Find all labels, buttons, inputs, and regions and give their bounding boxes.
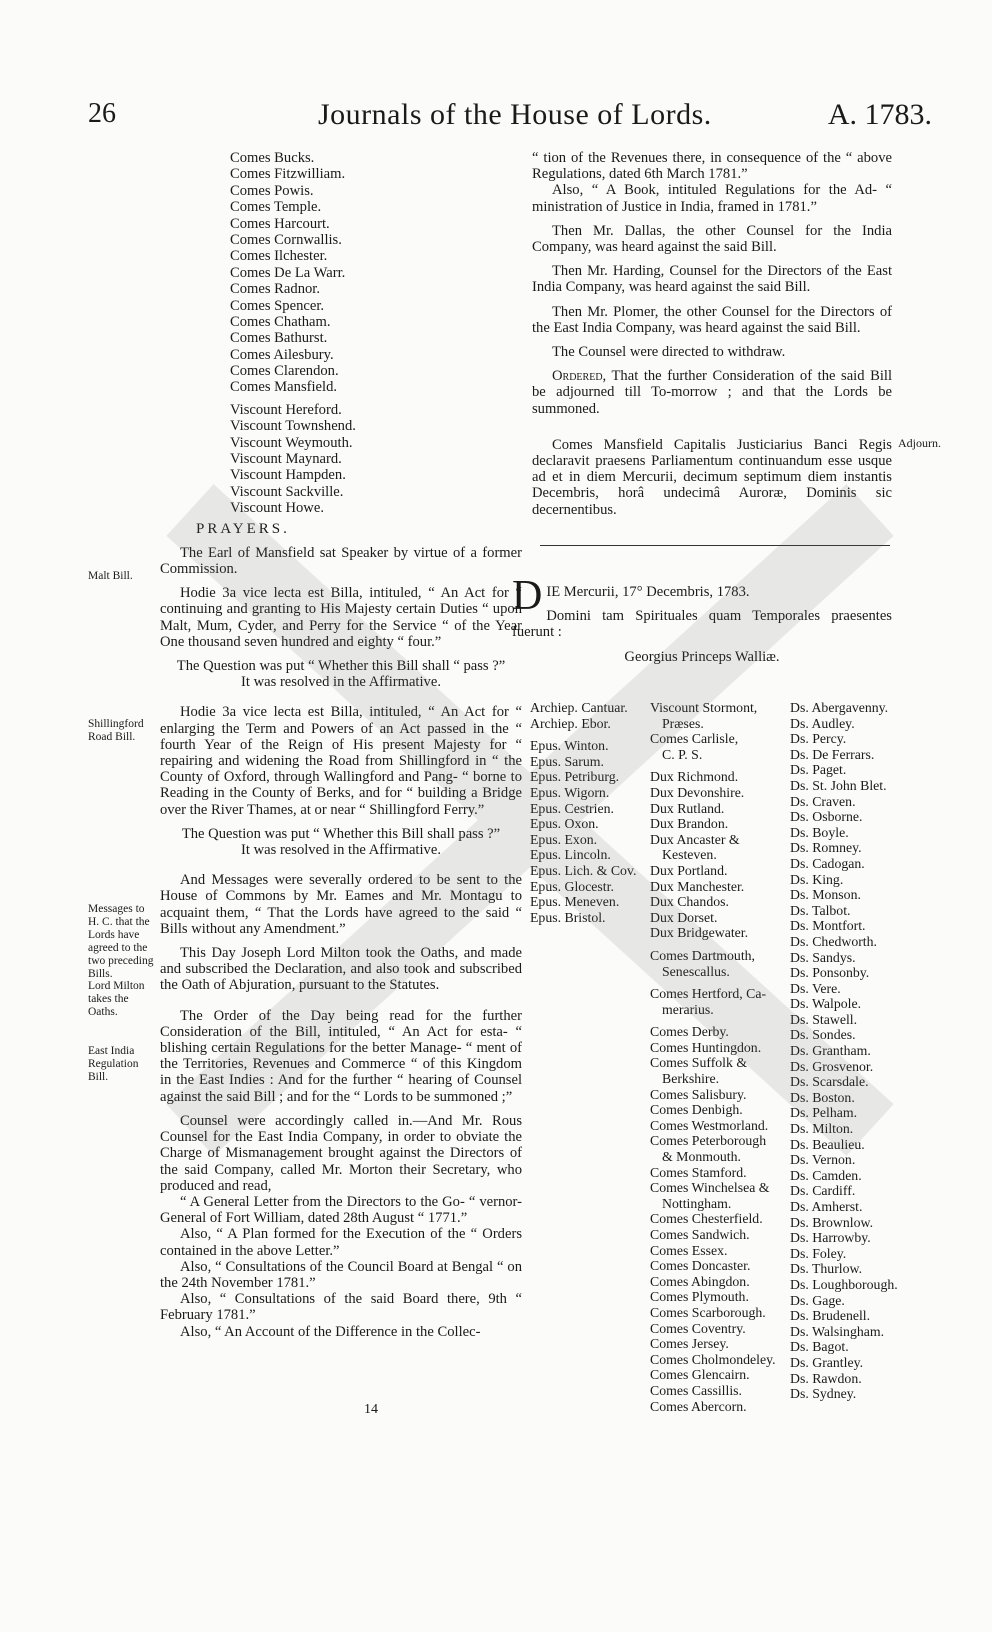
lord-name: Ds. St. John Blet.	[790, 777, 887, 793]
lord-name: Ds. Vere.	[790, 980, 841, 996]
lord-name: Ds. Talbot.	[790, 902, 851, 918]
lord-name: Epus. Bristol.	[530, 909, 606, 925]
lord-name: Senescallus.	[662, 963, 730, 979]
lord-name: Dux Ancaster &	[650, 831, 740, 847]
journal-title: Journals of the House of Lords.	[318, 98, 712, 131]
lord-name: Dux Dorset.	[650, 909, 718, 925]
lord-name: Comes Huntingdon.	[650, 1039, 762, 1055]
lord-name	[530, 731, 648, 738]
lord-name: Epus. Lincoln.	[530, 847, 611, 863]
lord-name: Comes Stamford.	[650, 1164, 747, 1180]
attendance-name: Comes Clarendon.	[230, 363, 339, 380]
lords-column-barons	[790, 700, 940, 1402]
lord-name: Comes Salisbury.	[650, 1086, 747, 1102]
lord-name: Ds. Pelham.	[790, 1105, 858, 1121]
journal-year: A. 1783.	[827, 98, 932, 131]
lord-name: Ds. Boston.	[790, 1089, 855, 1105]
lord-name: Ds. Osborne.	[790, 809, 863, 825]
consultations-2: Also, “ Consultations of the said Board there, 9th “ February 1781.”	[160, 1291, 522, 1324]
present-line: Domini tam Spirituales quam Temporales praesentes fuerunt :	[512, 608, 892, 641]
lord-name	[650, 941, 788, 948]
lord-name: Ds. Brudenell.	[790, 1308, 871, 1324]
malt-bill-para: Hodie 3a vice lecta est Billa, intituled, “ An Act for “ continuing and granting to His Majesty certain Duties “ upon Malt, Mum, Cyder, and Perry for the Service “ of the Year One thousand seven hundred and eighty “ four.”	[160, 585, 522, 650]
plan-para: Also, “ A Plan formed for the Execution of the “ Orders contained in the above Letter.”	[160, 1226, 522, 1259]
lord-name: Ds. Sydney.	[790, 1386, 857, 1402]
margin-note-messages: Messages to H. C. that the Lords have agreed to the two preceding Bills.	[88, 903, 154, 980]
lord-name: Berkshire.	[662, 1071, 720, 1087]
lord-name: Comes Glencairn.	[650, 1367, 750, 1383]
lord-name: Ds. Montfort.	[790, 918, 866, 934]
lord-name: Ds. Walpole.	[790, 996, 862, 1012]
lord-name: Comes Cassillis.	[650, 1382, 742, 1398]
lord-name: Comes Peterborough	[650, 1133, 767, 1149]
lord-name: Comes Suffolk &	[650, 1055, 748, 1071]
lord-name: Dux Chandos.	[650, 894, 729, 910]
lord-name: Epus. Glocestr.	[530, 878, 614, 894]
lord-name	[650, 979, 788, 986]
attendance-name: Comes Ailesbury.	[230, 346, 334, 363]
lord-name: Ds. De Ferrars.	[790, 746, 875, 762]
running-header	[88, 98, 962, 138]
lord-name: Ds. King.	[790, 871, 844, 887]
book-para: Also, “ A Book, intituled Regulations for the Ad- “ ministration of Justice in India, framed in 1781.”	[532, 182, 892, 215]
lord-name: Epus. Winton.	[530, 738, 609, 754]
lord-name: Comes Doncaster.	[650, 1258, 751, 1274]
attendance-name: Viscount Weymouth.	[230, 434, 353, 451]
lord-name	[650, 1017, 788, 1024]
margin-note-shillingford: Shillingford Road Bill.	[88, 718, 144, 743]
ordered-text: That the further Consideration of the said Bill be adjourned till To-morrow ; and that the Lords be summoned.	[532, 368, 892, 417]
lord-name: Comes Carlisle,	[650, 731, 739, 747]
attendance-name: Comes Temple.	[230, 199, 322, 216]
counsel-para: Counsel were accordingly called in.—And Mr. Rous Counsel for the East India Company, in order to obviate the Charge of Mismanagement brought against the Directors of the said Company, called Mr. Morton their Secretary, who produced and read,	[160, 1112, 522, 1194]
lord-name: Ds. Grantham.	[790, 1043, 871, 1059]
lord-name: Dux Richmond.	[650, 769, 739, 785]
lord-name: Ds. Grantley.	[790, 1354, 864, 1370]
shillingford-bill-para: Hodie 3a vice lecta est Billa, intituled, “ An Act for “ enlarging the Term and Powers of an Act passed in the “ fourth Year of the Reign of His present Majesty for “ repairing and widening the Road from Shillingford in “ the County of Oxford, through Wallingford and Pang- “ borne to Reading in the County of Berks, and for “ building a Bridge over the River Thames, at or near “ Shillingford Ferry.”	[160, 704, 522, 818]
lord-name: Ds. Loughborough.	[790, 1276, 898, 1292]
lord-name: Ds. Monson.	[790, 887, 861, 903]
lord-name: Kesteven.	[662, 847, 717, 863]
margin-note-milton: Lord Milton takes the Oaths.	[88, 980, 145, 1018]
lord-name: Epus. Exon.	[530, 831, 598, 847]
lord-name: Comes Coventry.	[650, 1320, 746, 1336]
lord-name: Ds. Craven.	[790, 793, 856, 809]
lord-name: Ds. Brownlow.	[790, 1214, 874, 1230]
attendance-name: Viscount Maynard.	[230, 451, 342, 468]
lord-name: Epus. Wigorn.	[530, 784, 610, 800]
right-column	[532, 150, 892, 526]
left-column	[160, 150, 522, 1340]
lord-name: Ds. Milton.	[790, 1121, 854, 1137]
lord-name: Comes Derby.	[650, 1024, 729, 1040]
lord-name: Epus. Meneven.	[530, 894, 620, 910]
shillingford-resolution: It was resolved in the Affirmative.	[241, 842, 441, 859]
margin-note-malt: Malt Bill.	[88, 570, 133, 582]
page-number: 26	[88, 98, 116, 129]
adjournment-para: Comes Mansfield Capitalis Justiciarius Banci Regis declaravit praesens Parliamentum continuandum esse usque ad et in diem Mercurii, decimum septimum diem instantis Decembris, horâ undecimâ Auroræ, Dominis sic decernentibus.	[532, 436, 892, 518]
attendance-name: Comes Fitzwilliam.	[230, 166, 346, 183]
lord-name: Comes Hertford, Ca-	[650, 986, 767, 1002]
lords-column-spiritual	[530, 700, 648, 925]
plomer-para: Then Mr. Plomer, the other Counsel for the Directors of the East India Company, was heard against the said Bill.	[532, 303, 892, 336]
margin-note-east-india: East India Regulation Bill.	[88, 1045, 139, 1083]
attendance-name: Viscount Hereford.	[230, 401, 342, 418]
section-rule	[540, 545, 890, 546]
ordered-lead: Ordered,	[552, 368, 607, 385]
attendance-name: Comes Ilchester.	[230, 248, 328, 265]
speaker-para: The Earl of Mansfield sat Speaker by virtue of a former Commission.	[160, 544, 522, 577]
lords-column-temporal	[650, 700, 788, 1414]
lord-name: Ds. Thurlow.	[790, 1261, 863, 1277]
consultations-1: Also, “ Consultations of the Council Board at Bengal “ on the 24th November 1781.”	[160, 1258, 522, 1291]
lord-name: Ds. Scarsdale.	[790, 1074, 869, 1090]
lord-name: & Monmouth.	[662, 1149, 741, 1165]
lord-name: Ds. Romney.	[790, 840, 862, 856]
lord-name: Dux Manchester.	[650, 878, 745, 894]
lord-name: Comes Plymouth.	[650, 1289, 749, 1305]
lord-name: Ds. Audley.	[790, 715, 855, 731]
messages-para: And Messages were severally ordered to be sent to the House of Commons by Mr. Eames and Mr. Montagu to acquaint them, “ That the Lords have agreed to the said “ Bills without any Amendment.”	[160, 872, 522, 937]
lord-name: Præses.	[662, 715, 704, 731]
sitting-heading	[512, 573, 892, 665]
lord-name: Nottingham.	[662, 1195, 732, 1211]
lord-name: Dux Brandon.	[650, 816, 729, 832]
lord-name: Ds. Walsingham.	[790, 1323, 885, 1339]
attendance-name: Viscount Townshend.	[230, 418, 356, 435]
lord-name: Ds. Gage.	[790, 1292, 845, 1308]
lord-name: Dux Portland.	[650, 862, 728, 878]
lord-name: Comes Cholmondeley.	[650, 1351, 776, 1367]
malt-resolution: It was resolved in the Affirmative.	[241, 674, 441, 691]
lord-name: Ds. Grosvenor.	[790, 1058, 874, 1074]
lord-name: Ds. Camden.	[790, 1167, 862, 1183]
lord-name: Ds. Bagot.	[790, 1339, 849, 1355]
lord-name: Epus. Oxon.	[530, 816, 599, 832]
signature-mark: 14	[364, 1402, 378, 1417]
lord-name: Ds. Vernon.	[790, 1152, 856, 1168]
lord-name: Comes Sandwich.	[650, 1227, 750, 1242]
malt-question: The Question was put “ Whether this Bill shall “ pass ?”	[176, 658, 506, 675]
lord-name: Epus. Petriburg.	[530, 769, 620, 785]
attendance-list-top	[160, 150, 522, 517]
lord-name: Comes Essex.	[650, 1242, 728, 1258]
prince-line: Georgius Princeps Walliæ.	[624, 648, 780, 665]
lord-name: Archiep. Ebor.	[530, 715, 611, 731]
lord-name: Ds. Rawdon.	[790, 1370, 862, 1386]
letter-para: “ A General Letter from the Directors to the Go- “ vernor-General of Fort William, dated 28th August “ 1771.”	[160, 1193, 522, 1227]
lord-name: Ds. Sandys.	[790, 949, 856, 965]
harding-para: Then Mr. Harding, Counsel for the Directors of the East India Company, was heard against the said Bill.	[532, 263, 892, 296]
east-india-order-para: The Order of the Day being read for the further Consideration of the Bill, intituled, “ An Act for esta- “ blishing certain Regulations for the better Manage- “ ment of the Territories, Revenues and Commerce “ of this Kingdom in the East Indies : And for the further “ hearing of Counsel against the said Bill ; and for the “ Lords to be summoned ;”	[160, 1007, 522, 1105]
attendance-name: Comes Chatham.	[230, 313, 331, 330]
lord-name: Epus. Cestrien.	[530, 800, 614, 816]
lord-name: Ds. Sondes.	[790, 1027, 856, 1043]
lord-name: Dux Devonshire.	[650, 784, 745, 800]
attendance-name: Comes Radnor.	[230, 281, 320, 298]
lord-name: Comes Westmorland.	[650, 1117, 769, 1133]
lord-name: Ds. Abergavenny.	[790, 700, 889, 715]
lord-name: C. P. S.	[662, 746, 703, 762]
lord-name: Ds. Beaulieu.	[790, 1136, 865, 1152]
lord-name: Comes Chesterfield.	[650, 1211, 763, 1227]
margin-note-adjourn: Adjourn.	[898, 436, 941, 450]
lord-name	[650, 762, 788, 769]
attendance-name: Comes Spencer.	[230, 297, 325, 314]
lord-name: Viscount Stormont,	[650, 700, 758, 715]
lord-name: Ds. Paget.	[790, 762, 847, 778]
lord-name: Ds. Cardiff.	[790, 1183, 856, 1199]
lord-name: Comes Abercorn.	[650, 1398, 747, 1414]
collection-continued: “ tion of the Revenues there, in consequence of the “ above Regulations, dated 6th March 1781.”	[532, 150, 892, 183]
lord-name: merarius.	[662, 1001, 714, 1017]
sitting-date: IE Mercurii, 17° Decembris, 1783.	[546, 584, 750, 600]
lord-name: Comes Abingdon.	[650, 1273, 750, 1289]
account-para: Also, “ An Account of the Difference in the Collec-	[180, 1323, 481, 1340]
attendance-name: Comes De La Warr.	[230, 264, 346, 281]
lord-name: Epus. Sarum.	[530, 753, 604, 769]
lord-name: Ds. Percy.	[790, 731, 847, 747]
attendance-name: Viscount Howe.	[230, 500, 324, 517]
lord-name: Ds. Amherst.	[790, 1199, 863, 1214]
lord-name: Dux Bridgewater.	[650, 925, 749, 941]
prayers-heading: PRAYERS.	[196, 520, 290, 537]
attendance-name: Comes Bathurst.	[230, 330, 328, 347]
lord-name: Archiep. Cantuar.	[530, 700, 628, 715]
lord-name: Ds. Stawell.	[790, 1011, 858, 1027]
lord-name: Dux Rutland.	[650, 800, 725, 816]
withdraw-para: The Counsel were directed to withdraw.	[552, 344, 786, 361]
lord-name: Ds. Harrowby.	[790, 1230, 871, 1246]
lord-name: Ds. Cadogan.	[790, 855, 865, 871]
lord-name: Ds. Boyle.	[790, 824, 849, 840]
attendance-name: Comes Powis.	[230, 182, 314, 199]
attendance-name: Comes Bucks.	[230, 150, 315, 166]
lord-name: Ds. Ponsonby.	[790, 965, 870, 981]
milton-para: This Day Joseph Lord Milton took the Oaths, and made and subscribed the Declaration, and also took and subscribed the Oath of Abjuration, pursuant to the Statutes.	[160, 945, 522, 994]
drop-cap: D	[512, 573, 543, 619]
attendance-name: Comes Mansfield.	[230, 379, 338, 396]
attendance-name: Viscount Hampden.	[230, 467, 346, 484]
lord-name: Comes Winchelsea &	[650, 1180, 770, 1196]
lord-name: Comes Denbigh.	[650, 1102, 743, 1118]
shillingford-question: The Question was put “ Whether this Bill shall pass ?”	[181, 825, 501, 842]
attendance-name: Comes Cornwallis.	[230, 231, 342, 248]
lord-name: Comes Dartmouth,	[650, 947, 755, 963]
ordered-para	[532, 368, 892, 417]
dallas-para: Then Mr. Dallas, the other Counsel for the India Company, was heard against the said Bill.	[532, 222, 892, 256]
attendance-name: Viscount Sackville.	[230, 483, 344, 500]
lord-name: Comes Jersey.	[650, 1336, 729, 1352]
lord-name: Ds. Chedworth.	[790, 933, 877, 949]
lord-name: Ds. Foley.	[790, 1245, 847, 1261]
attendance-name: Comes Harcourt.	[230, 215, 330, 232]
lord-name: Epus. Lich. & Cov.	[530, 862, 637, 878]
lord-name: Comes Scarborough.	[650, 1304, 766, 1320]
